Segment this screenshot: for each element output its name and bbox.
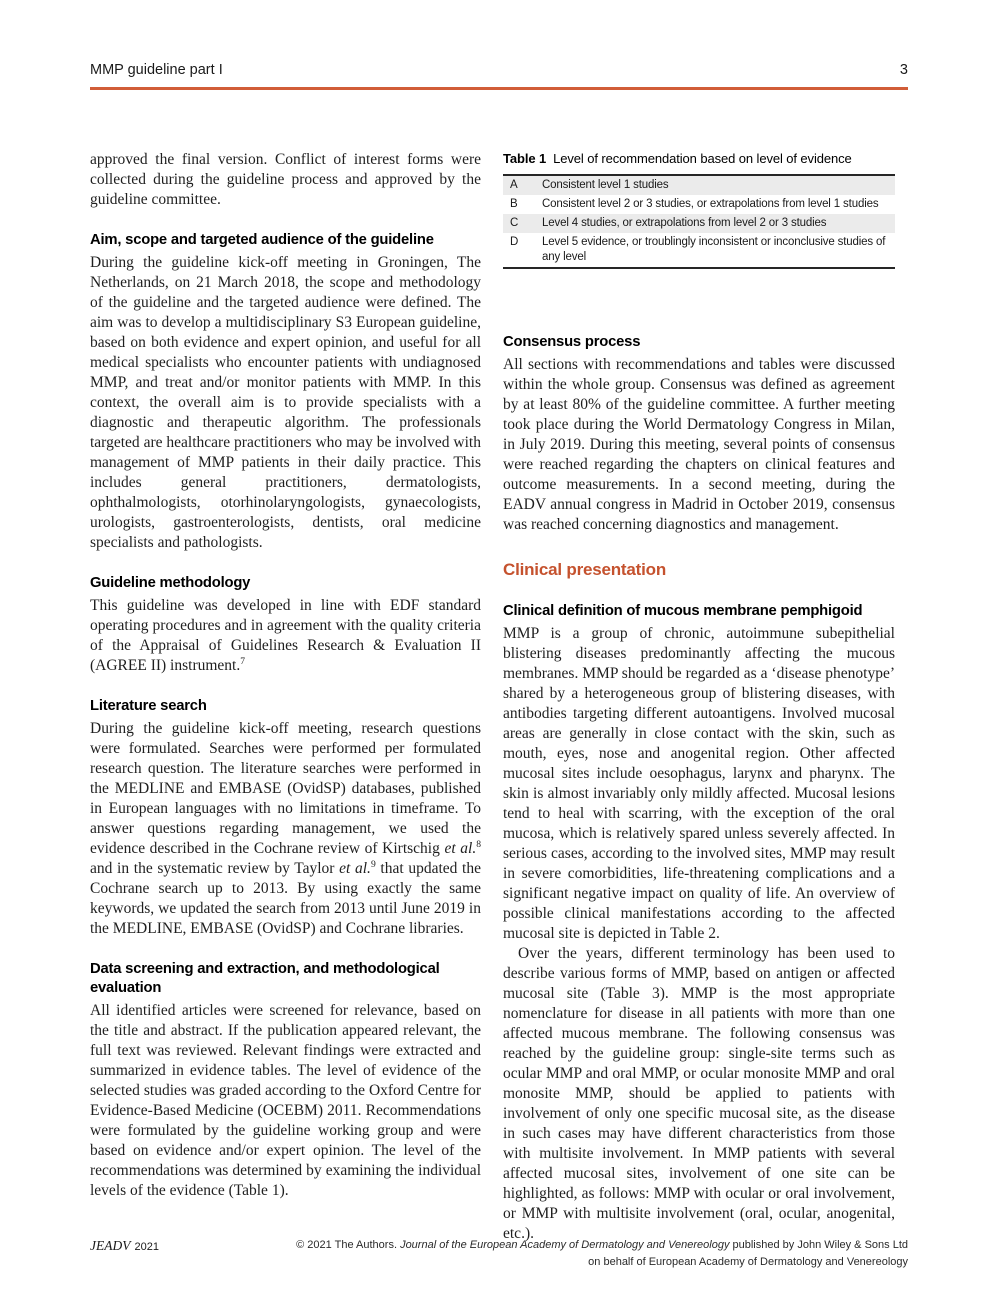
section-heading-aim-scope: Aim, scope and targeted audience of the guideline [90,232,434,248]
grade-cell: D [510,236,519,248]
section-body-literature-search: During the guideline kick-off meeting, research questions were formulated. Searches were performed per formulated research question. The literature searches were performed in the MEDLINE and EMBASE (OvidSP) databases, published in European languages with no limitations in timeframe. To answer questions regarding management, we used the evidence described in the Cochrane review of Kirtschig et al.$^8$ and in the systematic review by Taylor et al.$^9$ that updated the Cochrane search up to 2013. By using exactly the same keywords, we updated the search from 2013 until June 2019 in the MEDLINE, EMBASE (OvidSP) and Cochrane libraries. [90,720,481,937]
table-1-caption-text: Level of recommendation based on level of evidence [553,151,852,166]
page-footer [90,1237,908,1271]
footer-year: 2021 [134,1241,159,1253]
table-1-grid [503,174,895,269]
section-body-consensus-process: All sections with recommendations and tables were discussed within the whole group. Consensus was defined as agreement by at least 80% of the guideline committee. A further meeting took place during the World Dermatology Congress in Milan, in July 2019. During this meeting, several points of consensus were reached regarding the chapters on clinical features and outcome measurements. In a second meeting, during the EADV annual congress in Madrid in October 2019, consensus was reached concerning diagnostics and management. [503,356,895,533]
description-cell: Consistent level 2 or 3 studies, or extrapolations from level 1 studies [542,198,879,210]
section-heading-consensus-process: Consensus process [503,334,641,350]
description-cell: Consistent level 1 studies [542,179,669,191]
table-1-label: Table 1 [503,151,547,166]
section-body-data-screening: All identified articles were screened for relevance, based on the title and abstract. If the publication appeared relevant, the full text was reviewed. Relevant findings were extracted and summarized in evidence tables. The level of evidence of the selected studies was graded according to the Oxford Centre for Evidence-Based Medicine (OCEBM) 2011. Recommendations were formulated by the guideline working group and were based on evidence and/or expert opinion. The level of the recommendations was determined by examining the individual levels of the evidence (Table 1). [90,1002,481,1199]
section-heading-clinical-definition: Clinical definition of mucous membrane pemphigoid [503,603,863,619]
table-row [503,233,895,268]
running-title: MMP guideline part I [90,62,223,78]
clinical-definition-paragraph-2: Over the years, different terminology has been used to describe various forms of MMP, based on antigen or affected mucosal site (Table 3). MMP is the most appropriate nomenclature for disease in all patients with more than one affected mucous membrane. The following consensus was reached by the guideline group: single-site terms such as ocular MMP and oral MMP, or ocular monosite MMP and oral monosite MMP, should be applied to patients with involvement of only one specific mucosal site, as the disease in such cases may have different characteristics from those with multisite involvement. In MMP patients with several affected mucosal sites, involvement of one site can be highlighted, as follows: MMP with ocular or oral involvement, or MMP with multisite involvement (oral, ocular, anogenital, etc.). [503,945,895,1242]
table-row [503,175,895,195]
section-heading-data-screening: Data screening and extraction, and methodological evaluation [90,961,440,996]
footer-journal-abbrev: JEADV [90,1238,131,1253]
table-row [503,214,895,233]
description-cell: Level 5 evidence, or troublingly inconsistent or inconclusive studies of any level [542,236,886,263]
grade-cell: B [510,198,518,210]
footer-copyright-line-1: © 2021 The Authors. Journal of the European Academy of Dermatology and Venereology published by John Wiley & Sons Ltd [296,1239,908,1251]
footer-copyright [296,1237,908,1271]
left-column [90,150,481,1201]
footer-journal-year [90,1237,159,1255]
page-header [90,62,908,90]
section-body-aim-scope: During the guideline kick-off meeting in Groningen, The Netherlands, on 21 March 2018, the scope and methodology of the guideline and the targeted audience were defined. The aim was to develop a multidisciplinary S3 European guideline, based on both evidence and expert opinion, and useful for all medical specialists who encounter patients with undiagnosed MMP, and treat and/or monitor patients with MMP. In this context, the overall aim is to provide specialists with a diagnostic and therapeutic algorithm. The professionals targeted are healthcare practitioners who may be involved with management of MMP patients in their daily practice. This includes general practitioners, dermatologists, ophthalmologists, otorhinolaryngologists, gynaecologists, urologists, gastroenterologists, dentists, oral medicine specialists and pathologists. [90,254,481,551]
clinical-definition-paragraph-1: MMP is a group of chronic, autoimmune subepithelial blistering diseases predominantly affecting the mucous membranes. MMP should be regarded as a ‘disease phenotype’ shared by a heterogeneous group of blistering diseases, with antibodies targeting different autoantigens. Involved mucosal areas are generally in close contact with the skin, such as mouth, eyes, nose and anogenital region. Other affected mucosal sites include oesophagus, larynx and pharynx. The skin is almost invariably only mildly affected. Mucosal lesions tend to heal with scarring, with the exception of the oral mucosa, which is relatively spared unless severely affected. In serious cases, according to the involved sites, MMP may result in severe comorbidities, life-threatening complications and a significant negative impact on quality of life. An overview of possible clinical manifestations according to the affected mucosal site is depicted in Table 2. [503,625,895,942]
grade-cell: C [510,217,519,229]
table-row [503,195,895,214]
section-heading-literature-search: Literature search [90,698,207,714]
table-1 [503,150,895,269]
continuation-paragraph: approved the final version. Conflict of interest forms were collected during the guideline process and approved by the guideline committee. [90,151,481,208]
right-column [503,150,895,1244]
section-heading-guideline-methodology: Guideline methodology [90,575,251,591]
footer-copyright-line-2: on behalf of European Academy of Dermatology and Venereology [588,1256,908,1268]
header-rule [90,87,908,90]
table-1-caption [503,150,895,168]
page-number: 3 [899,62,908,78]
grade-cell: A [510,179,518,191]
section-heading-clinical-presentation: Clinical presentation [503,560,667,579]
section-body-guideline-methodology: This guideline was developed in line with EDF standard operating procedures and in agreement with the quality criteria of the Appraisal of Guidelines Research & Evaluation II (AGREE II) instrument.$^7$ [90,597,481,674]
description-cell: Level 4 studies, or extrapolations from level 2 or 3 studies [542,217,827,229]
